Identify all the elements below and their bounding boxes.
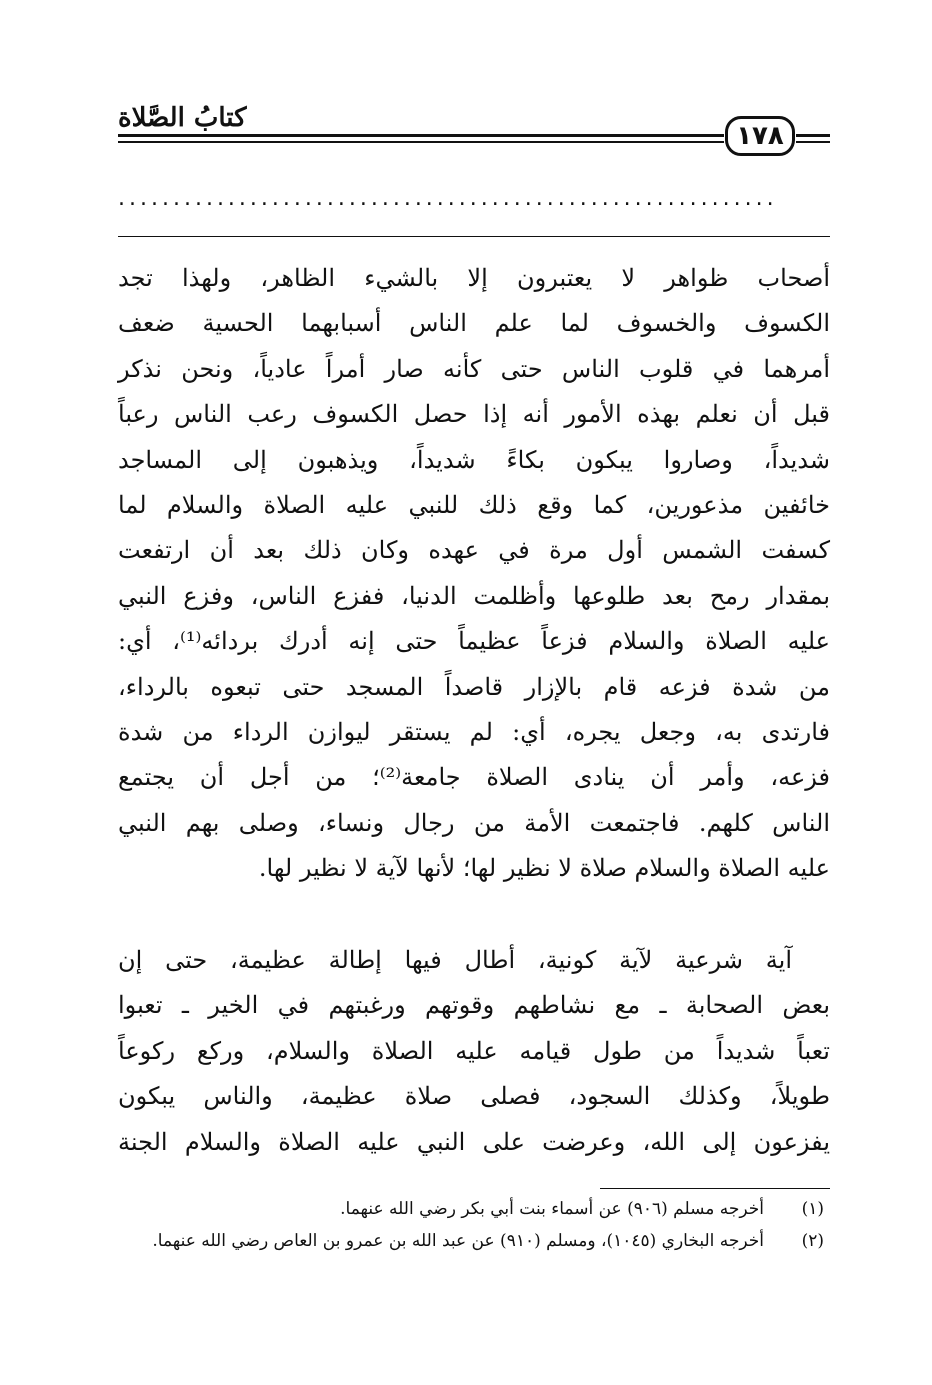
text-line: الناس كلهم. فاجتمعت الأمة من رجال ونساء، وصلى بهم النبي [118,808,830,837]
text-line: يفزعون إلى الله، وعرضت على النبي عليه الصلاة والسلام الجنة [118,1127,830,1156]
text-line: طويلاً، وكذلك السجود، فصلى صلاة عظيمة، والناس يبكون [118,1082,830,1111]
text-line: تعباً شديداً من طول قيامه عليه الصلاة والسلام، وركع ركوعاً [118,1036,830,1065]
header-rule-right-2 [796,141,830,143]
text-line: عليه الصلاة والسلام فزعاً عظيماً حتى إنه أدرك بردائه⁽¹⁾، أي: [118,627,831,656]
header-rule-left [118,134,724,137]
header-rule-left-2 [118,141,724,143]
footnote-text: أخرجه البخاري (١٠٤٥)، ومسلم (٩١٠) عن عبد الله بن عمرو بن العاص رضي الله عنهما. [152,1231,764,1251]
footnote-2 [118,1225,830,1257]
running-header-title: كتابُ الصَّلاة [118,103,247,133]
paragraph-2 [118,938,830,1165]
page-number: ١٧٨ [725,116,795,156]
text-line: أصحاب ظواهر لا يعتبرون إلا بالشيء الظاهر، ولهذا تجد [118,264,830,292]
footnote-rule [600,1188,830,1189]
text-line: الكسوف والخسوف لما علم الناس أسبابهما الحسية ضعف [118,309,830,338]
text-line: أمرهما في قلوب الناس حتى كأنه صار أمراً عادياً، ونحن نذكر [118,354,830,383]
top-separator-line [118,236,830,237]
text-line: آية شرعية لآية كونية، أطال فيها إطالة عظيمة، حتى إن [118,946,792,974]
footnote-number: (٢) [801,1231,824,1251]
text-line: بعض الصحابة ـ مع نشاطهم وقوتهم ورغبتهم في الخير ـ تعبوا [118,991,830,1020]
footnote-number: (١) [801,1199,824,1219]
text-line: خائفين مذعورين، كما وقع ذلك للنبي عليه الصلاة والسلام لما [118,490,830,519]
footnote-1 [118,1193,830,1225]
text-line: فزعه، وأمر أن ينادى الصلاة جامعة⁽²⁾؛ من أجل أن يجتمع [118,763,830,792]
text-line: من شدة فزعه قام بالإزار قاصداً المسجد حتى تبعوه بالرداء، [118,672,830,701]
text-line: شديداً، وصاروا يبكون بكاءً شديداً، ويذهبون إلى المساجد [118,445,830,474]
text-line: بمقدار رمح بعد طلوعها وأظلمت الدنيا، ففزع الناس، وفزع النبي [118,581,830,610]
header-rule-right [796,134,830,137]
text-line: قبل أن نعلم بهذه الأمور أنه إذا حصل الكسوف رعب الناس رعباً [118,400,830,429]
text-line: عليه الصلاة والسلام صلاة لا نظير لها؛ لأنها لآية لا نظير لها. [258,854,830,883]
paragraph-1 [118,256,830,891]
footnotes [118,1193,830,1257]
dotted-separator: ............................................................ [118,186,778,211]
text-line: كسفت الشمس أول مرة في عهده وكان ذلك بعد أن ارتفعت [118,536,830,565]
text-line: فارتدى به، وجعل يجره، أي: لم يستقر ليوازن الرداء من شدة [118,717,830,746]
footnote-text: أخرجه مسلم (٩٠٦) عن أسماء بنت أبي بكر رضي الله عنهما. [340,1199,764,1219]
